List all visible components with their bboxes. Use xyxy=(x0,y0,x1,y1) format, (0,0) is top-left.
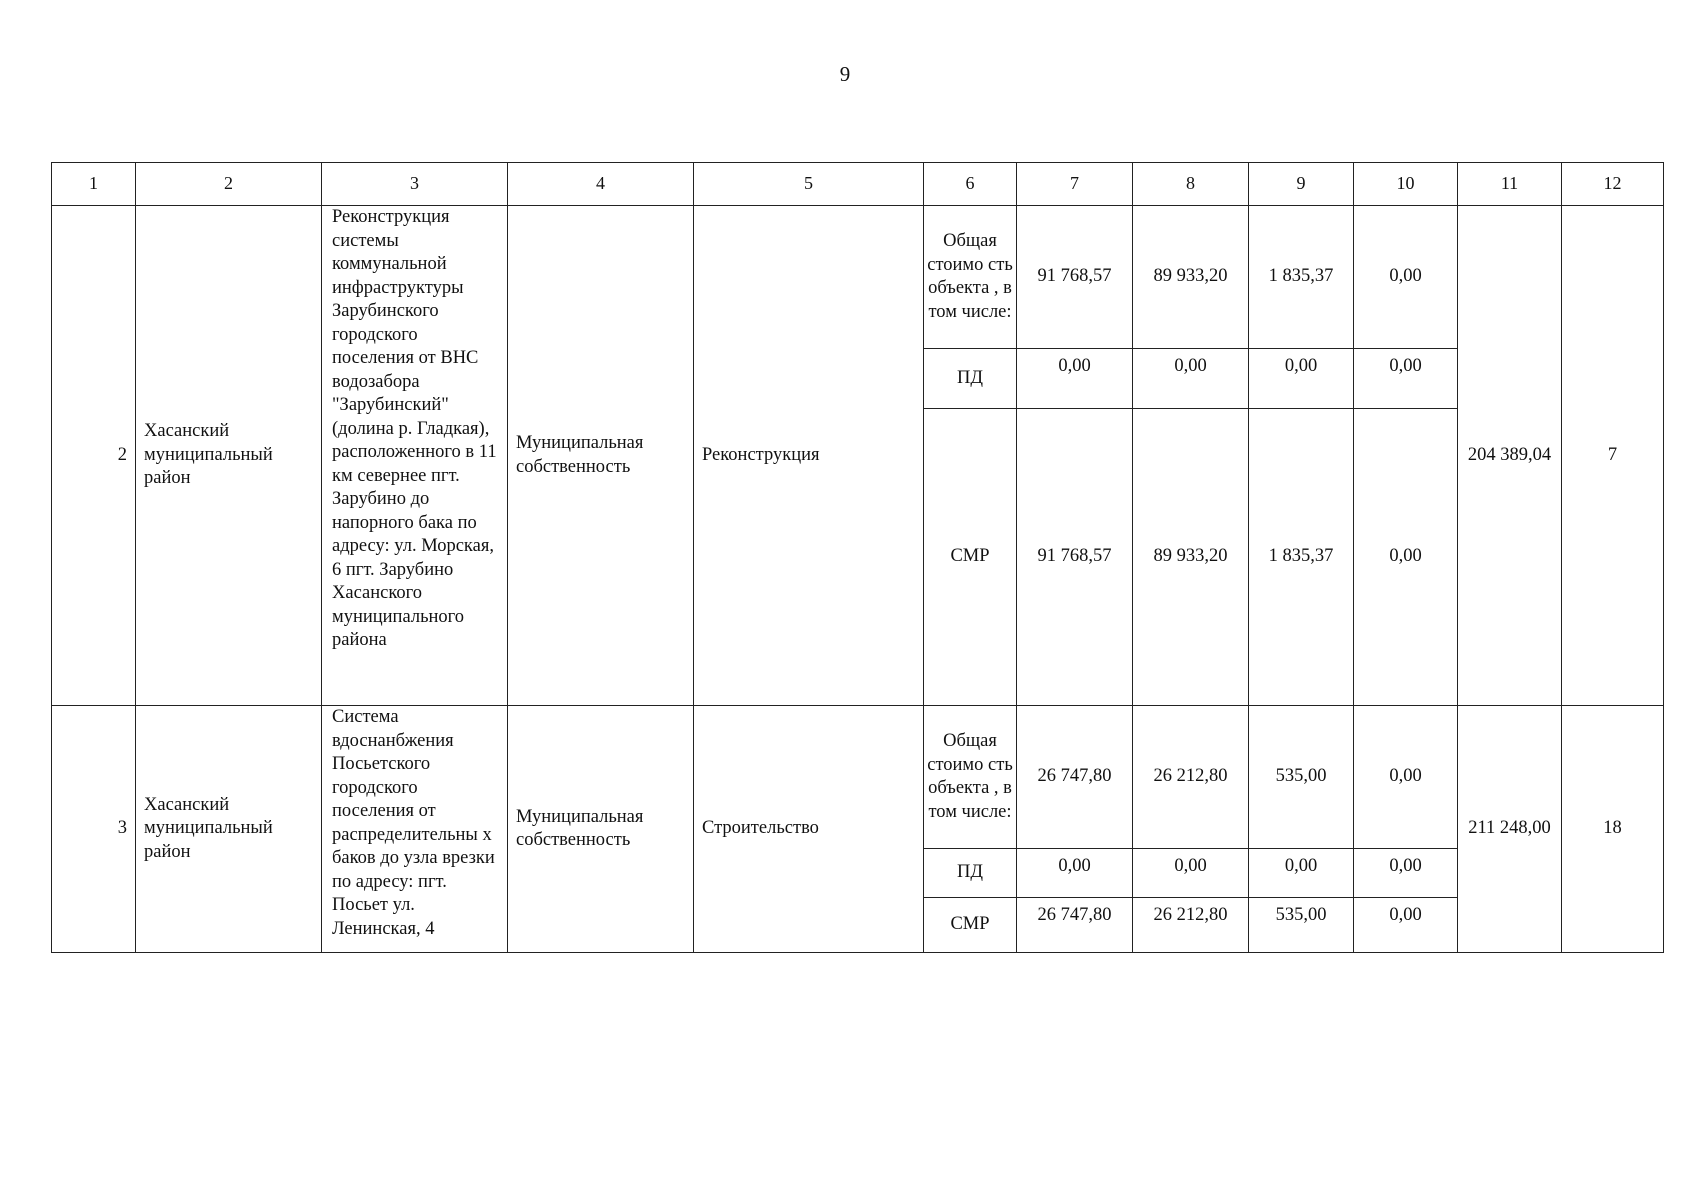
ownership-cell: Муниципальная собственность xyxy=(508,206,694,706)
column-header: 4 xyxy=(508,163,694,206)
value-cell: 26 747,80 xyxy=(1017,898,1133,953)
object-name-cell: Реконструкция системы коммунальной инфраструктуры Зарубинского городского поселения от ВНС водозабора "Зарубинский" (долина р. Гладкая), расположенного в 11 км севернее пгт. Зарубино до напорного бака по адресу: ул. Морская, 6 пгт. Зарубино Хасанского муниципального района xyxy=(322,206,508,706)
column-header: 5 xyxy=(694,163,924,206)
col12-cell: 18 xyxy=(1562,706,1664,953)
column-header: 9 xyxy=(1249,163,1354,206)
value-cell: 26 747,80 xyxy=(1017,706,1133,849)
page-number: 9 xyxy=(839,62,851,86)
total-cell: 211 248,00 xyxy=(1458,706,1562,953)
column-header: 7 xyxy=(1017,163,1133,206)
value-cell: 535,00 xyxy=(1249,706,1354,849)
value-cell: 26 212,80 xyxy=(1133,706,1249,849)
value-cell: 0,00 xyxy=(1133,349,1249,409)
work-type-cell: Реконструкция xyxy=(694,206,924,706)
value-cell: 89 933,20 xyxy=(1133,409,1249,706)
value-cell: 1 835,37 xyxy=(1249,409,1354,706)
ownership-cell: Муниципальная собственность xyxy=(508,706,694,953)
row-number: 2 xyxy=(52,206,136,706)
column-header: 2 xyxy=(136,163,322,206)
value-cell: 535,00 xyxy=(1249,898,1354,953)
cost-label-pd: ПД xyxy=(924,849,1017,898)
column-header: 11 xyxy=(1458,163,1562,206)
value-cell: 0,00 xyxy=(1354,349,1458,409)
column-header: 1 xyxy=(52,163,136,206)
investment-objects-table xyxy=(51,162,1664,953)
column-header: 8 xyxy=(1133,163,1249,206)
cost-label-total: Общая стоимо сть объекта , в том числе: xyxy=(924,706,1017,849)
cost-label-pd: ПД xyxy=(924,349,1017,409)
cost-label-smr: СМР xyxy=(924,409,1017,706)
value-cell: 0,00 xyxy=(1017,849,1133,898)
row-number: 3 xyxy=(52,706,136,953)
object-name-cell: Система вдоснанбжения Посьетского городского поселения от распределительны х баков до узла врезки по адресу: пгт. Посьет ул. Ленинская, 4 xyxy=(322,706,508,953)
value-cell: 0,00 xyxy=(1354,206,1458,349)
municipality-cell: Хасанский муниципальный район xyxy=(136,706,322,953)
value-cell: 26 212,80 xyxy=(1133,898,1249,953)
value-cell: 0,00 xyxy=(1249,849,1354,898)
value-cell: 1 835,37 xyxy=(1249,206,1354,349)
column-header: 3 xyxy=(322,163,508,206)
column-header: 12 xyxy=(1562,163,1664,206)
value-cell: 0,00 xyxy=(1354,898,1458,953)
table-row xyxy=(52,706,1664,849)
value-cell: 0,00 xyxy=(1354,849,1458,898)
table-row xyxy=(52,206,1664,349)
value-cell: 91 768,57 xyxy=(1017,409,1133,706)
value-cell: 91 768,57 xyxy=(1017,206,1133,349)
value-cell: 0,00 xyxy=(1249,349,1354,409)
value-cell: 0,00 xyxy=(1354,409,1458,706)
total-cell: 204 389,04 xyxy=(1458,206,1562,706)
column-header: 10 xyxy=(1354,163,1458,206)
column-number-header-row xyxy=(52,163,1664,206)
cost-label-total: Общая стоимо сть объекта , в том числе: xyxy=(924,206,1017,349)
cost-label-smr: СМР xyxy=(924,898,1017,953)
municipality-cell: Хасанский муниципальный район xyxy=(136,206,322,706)
value-cell: 0,00 xyxy=(1133,849,1249,898)
col12-cell: 7 xyxy=(1562,206,1664,706)
work-type-cell: Строительство xyxy=(694,706,924,953)
value-cell: 0,00 xyxy=(1354,706,1458,849)
value-cell: 0,00 xyxy=(1017,349,1133,409)
value-cell: 89 933,20 xyxy=(1133,206,1249,349)
column-header: 6 xyxy=(924,163,1017,206)
